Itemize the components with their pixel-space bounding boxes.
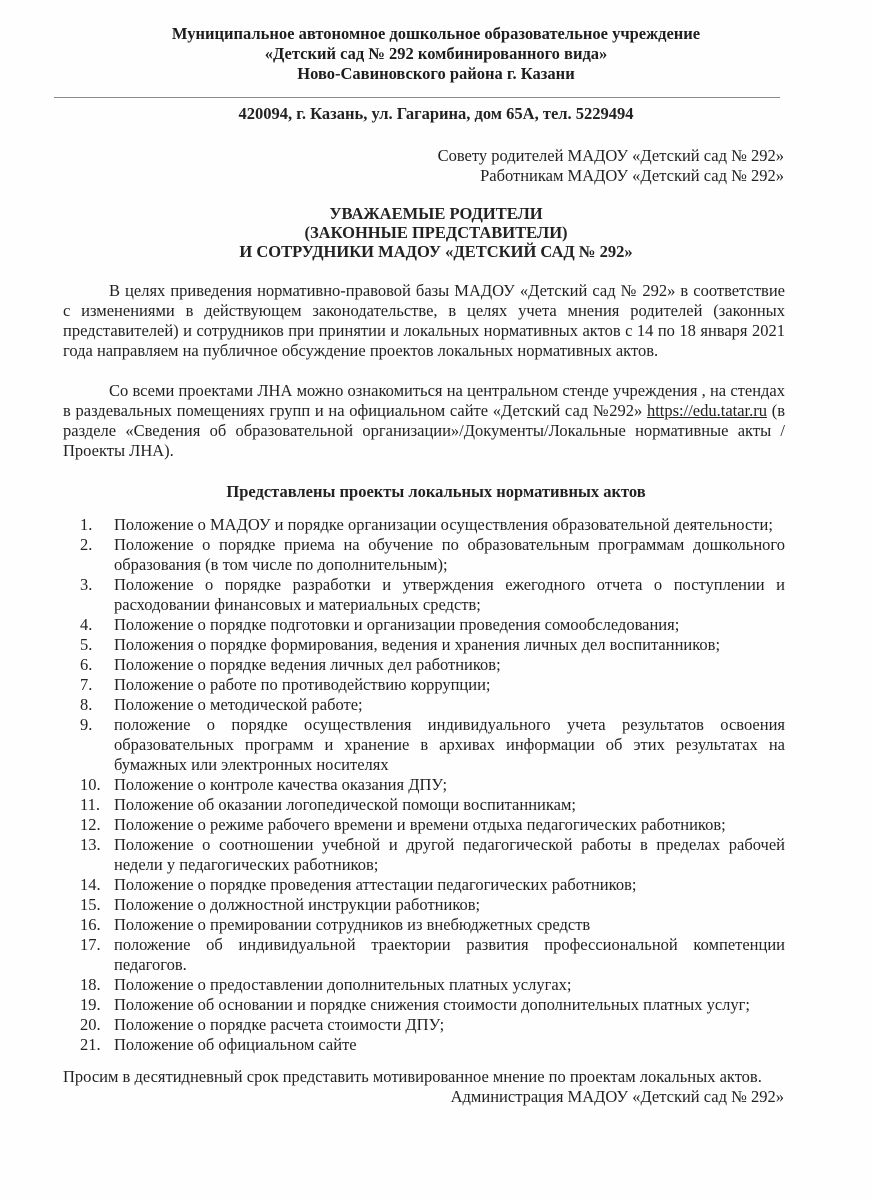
list-item-text: положение об индивидуальной траектории развития профессиональной компетенции педагогов. bbox=[114, 935, 785, 974]
list-item-text: Положение об основании и порядке снижения стоимости дополнительных платных услуг; bbox=[114, 995, 751, 1014]
list-item-number: 16. bbox=[80, 915, 101, 934]
list-item-number: 21. bbox=[80, 1035, 101, 1054]
list-item bbox=[80, 695, 785, 715]
list-item-number: 2. bbox=[80, 535, 93, 554]
title-line-3: И СОТРУДНИКИ МАДОУ «ДЕТСКИЙ САД № 292» bbox=[239, 242, 633, 261]
list-item-number: 3. bbox=[80, 575, 93, 594]
list-item bbox=[80, 795, 785, 815]
list-item-text: Положение о работе по противодействию коррупции; bbox=[114, 675, 491, 694]
list-item bbox=[80, 575, 785, 615]
list-item bbox=[80, 875, 785, 895]
recipient-parents-council: Совету родителей МАДОУ «Детский сад № 292» bbox=[437, 146, 784, 165]
list-item-text: Положение о премировании сотрудников из внебюджетных средств bbox=[114, 915, 591, 934]
list-item-text: Положение об официальном сайте bbox=[114, 1035, 357, 1054]
list-item bbox=[80, 1015, 785, 1035]
closing-request: Просим в десятидневный срок представить мотивированное мнение по проектам локальных актов. bbox=[63, 1067, 762, 1086]
list-item bbox=[80, 935, 785, 975]
org-name-line-3: Ново-Савиновского района г. Казани bbox=[297, 64, 575, 83]
list-item-number: 20. bbox=[80, 1015, 101, 1034]
list-item-number: 18. bbox=[80, 975, 101, 994]
list-item bbox=[80, 715, 785, 775]
list-item bbox=[80, 675, 785, 695]
paragraph-2-text-start: Со всеми проектами ЛНА можно ознакомиться на центральном стенде учреждения , на стендах в раздевальных помещениях групп и на официальном сайте «Детский сад №292» bbox=[63, 381, 785, 420]
org-name-line-1: Муниципальное автономное дошкольное образовательное учреждение bbox=[171, 24, 701, 43]
list-item-text: Положение о контроле качества оказания ДПУ; bbox=[114, 775, 448, 794]
paragraph-2-text-end: (в разделе «Сведения об образовательной организации»/Документы/Локальные нормативные акты / Проекты ЛНА). bbox=[63, 401, 785, 460]
title-line-2: (ЗАКОННЫЕ ПРЕДСТАВИТЕЛИ) bbox=[304, 223, 568, 242]
list-item-number: 6. bbox=[80, 655, 93, 674]
list-item-text: Положение о предоставлении дополнительных платных услугах; bbox=[114, 975, 572, 994]
list-item-text: Положение о МАДОУ и порядке организации осуществления образовательной деятельности; bbox=[114, 515, 773, 534]
list-item bbox=[80, 635, 785, 655]
list-item bbox=[80, 775, 785, 795]
list-item-text: Положение о порядке подготовки и организации проведения сомообследования; bbox=[114, 615, 680, 634]
list-item-number: 1. bbox=[80, 515, 93, 534]
list-item-text: Положение о порядке проведения аттестации педагогических работников; bbox=[114, 875, 637, 894]
list-item-text: Положение об оказании логопедической помощи воспитанникам; bbox=[114, 795, 576, 814]
local-acts-list bbox=[80, 515, 785, 1055]
list-item bbox=[80, 515, 785, 535]
list-item-text: Положение о порядке разработки и утверждения ежегодного отчета о поступлении и расходовании финансовых и материальных средств; bbox=[114, 575, 785, 614]
body-paragraph-2 bbox=[63, 381, 785, 461]
list-item-number: 17. bbox=[80, 935, 101, 954]
list-item bbox=[80, 835, 785, 875]
list-item-number: 14. bbox=[80, 875, 101, 894]
recipient-employees: Работникам МАДОУ «Детский сад № 292» bbox=[480, 166, 784, 185]
list-item bbox=[80, 615, 785, 635]
header-divider bbox=[54, 97, 780, 98]
list-item-text: Положение о порядке расчета стоимости ДПУ; bbox=[114, 1015, 445, 1034]
list-item-text: Положение о порядке ведения личных дел работников; bbox=[114, 655, 501, 674]
list-item-number: 5. bbox=[80, 635, 93, 654]
list-item-number: 7. bbox=[80, 675, 93, 694]
edu-tatar-link[interactable]: https://edu.tatar.ru bbox=[646, 401, 767, 420]
list-item-text: Положение о должностной инструкции работников; bbox=[114, 895, 481, 914]
title-line-1: УВАЖАЕМЫЕ РОДИТЕЛИ bbox=[329, 204, 543, 223]
list-item bbox=[80, 975, 785, 995]
org-name-line-2: «Детский сад № 292 комбинированного вида» bbox=[264, 44, 608, 63]
body-paragraph-1: В целях приведения нормативно-правовой базы МАДОУ «Детский сад № 292» в соответствие с изменениями в действующем законодательстве, в целях учета мнения родителей (законных представителей) и сотрудников при принятии и локальных нормативных актов с 14 по 18 января 2021 года направляем на публичное обсуждение проектов локальных нормативных актов. bbox=[63, 281, 785, 360]
list-item-number: 13. bbox=[80, 835, 101, 854]
list-item-number: 4. bbox=[80, 615, 93, 634]
list-item-number: 10. bbox=[80, 775, 101, 794]
list-item-number: 9. bbox=[80, 715, 93, 734]
list-item-text: Положение о режиме рабочего времени и времени отдыха педагогических работников; bbox=[114, 815, 726, 834]
list-item-text: Положение о методической работе; bbox=[114, 695, 363, 714]
list-item-text: Положения о порядке формирования, ведения и хранения личных дел воспитанников; bbox=[114, 635, 721, 654]
list-item-number: 8. bbox=[80, 695, 93, 714]
list-item-number: 12. bbox=[80, 815, 101, 834]
signature: Администрация МАДОУ «Детский сад № 292» bbox=[450, 1087, 784, 1106]
list-item-text: Положение о порядке приема на обучение по образовательным программам дошкольного образования (в том числе по дополнительным); bbox=[114, 535, 785, 574]
list-item bbox=[80, 895, 785, 915]
list-item bbox=[80, 815, 785, 835]
list-item-text: положение о порядке осуществления индивидуального учета результатов освоения образовательных программ и хранение в архивах информации об этих результатах на бумажных или электронных носителях bbox=[114, 715, 785, 774]
list-item-number: 19. bbox=[80, 995, 101, 1014]
section-title: Представлены проекты локальных нормативных актов bbox=[226, 482, 646, 501]
list-item-number: 11. bbox=[80, 795, 101, 814]
org-address: 420094, г. Казань, ул. Гагарина, дом 65А, тел. 5229494 bbox=[238, 104, 634, 123]
list-item-text: Положение о соотношении учебной и другой педагогической работы в пределах рабочей недели у педагогических работников; bbox=[114, 835, 785, 874]
list-item bbox=[80, 655, 785, 675]
list-item-number: 15. bbox=[80, 895, 101, 914]
list-item bbox=[80, 1035, 785, 1055]
list-item bbox=[80, 915, 785, 935]
list-item bbox=[80, 995, 785, 1015]
list-item bbox=[80, 535, 785, 575]
